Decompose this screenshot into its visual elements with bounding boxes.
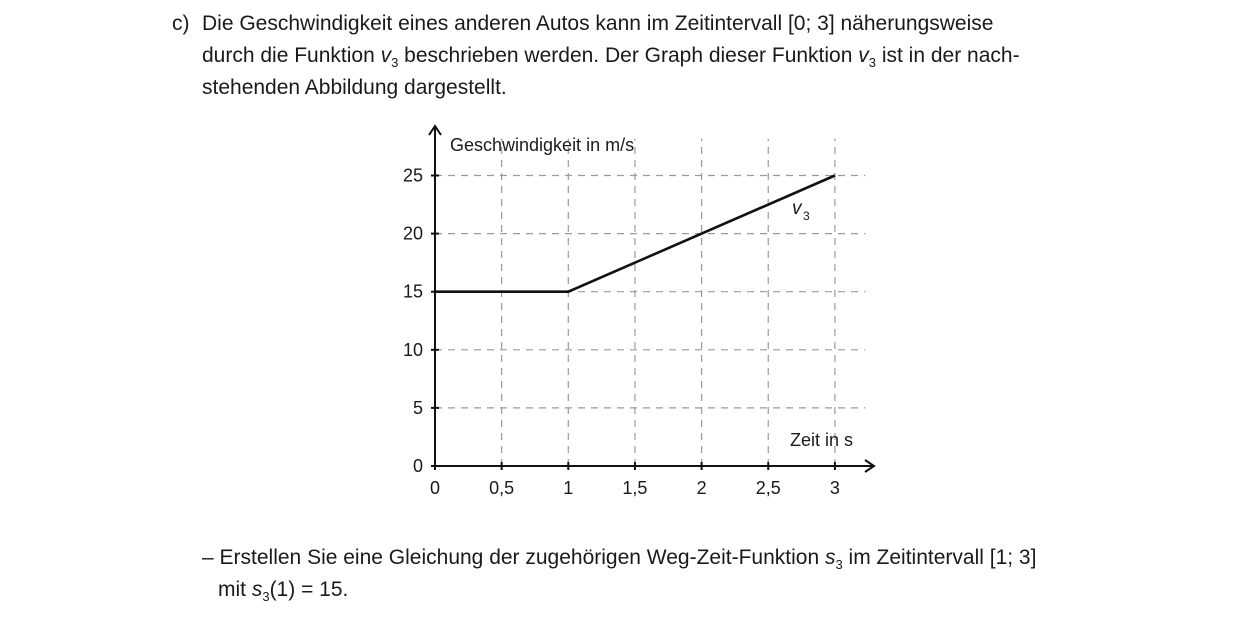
y-tick-label: 5 xyxy=(412,397,423,418)
x-tick-label: 0,5 xyxy=(489,478,515,498)
chart-ticks xyxy=(403,166,840,499)
function-variable: v xyxy=(380,44,392,67)
y-tick-label: 20 xyxy=(402,223,423,244)
task-text: (1) = 15. xyxy=(269,578,349,601)
task-line-1 xyxy=(202,542,1036,574)
task-variable: s xyxy=(824,546,836,569)
intro-text: beschrieben werden. Der Graph dieser Funktion xyxy=(398,44,859,67)
y-tick-label: 0 xyxy=(412,456,423,476)
function-variable: v xyxy=(858,44,869,67)
function-subscript: 3 xyxy=(868,55,876,70)
intro-line-1: Die Geschwindigkeit eines anderen Autos kann im Zeitintervall [0; 3] näherungsweise xyxy=(202,12,994,35)
task-line-2 xyxy=(218,574,348,606)
task-variable: s xyxy=(251,578,263,601)
task-text: mit xyxy=(218,578,252,601)
y-axis-label: Geschwindigkeit in m/s xyxy=(450,135,635,155)
y-tick-label: 25 xyxy=(402,165,423,186)
x-tick-label: 2,5 xyxy=(755,478,781,498)
task-text: im Zeitintervall [1; 3] xyxy=(842,546,1037,569)
x-axis-label: Zeit in s xyxy=(790,430,854,450)
x-tick-label: 1 xyxy=(563,478,574,498)
x-tick-label: 0 xyxy=(429,478,441,498)
intro-text: ist in der nach- xyxy=(876,44,1020,67)
x-tick-label: 1,5 xyxy=(622,478,648,498)
intro-text: durch die Funktion xyxy=(202,44,381,67)
intro-line-3: stehenden Abbildung dargestellt. xyxy=(202,76,507,99)
task-text: Erstellen Sie eine Gleichung der zugehörigen Weg-Zeit-Funktion xyxy=(219,546,825,569)
series-label-sub: 3 xyxy=(803,209,810,223)
y-tick-label: 10 xyxy=(402,339,423,360)
task-label: c) xyxy=(172,12,190,35)
x-tick-label: 2 xyxy=(696,478,707,498)
chart-grid xyxy=(435,139,865,466)
x-tick-label: 3 xyxy=(829,478,840,498)
function-subscript: 3 xyxy=(391,55,399,70)
task-subscript: 3 xyxy=(835,557,843,572)
chart-axes xyxy=(429,126,874,472)
task-subscript: 3 xyxy=(262,589,270,604)
task-dash: – xyxy=(202,546,214,569)
series-label xyxy=(792,198,810,223)
series-label-name: v xyxy=(792,198,802,219)
y-tick-label: 15 xyxy=(402,281,423,302)
